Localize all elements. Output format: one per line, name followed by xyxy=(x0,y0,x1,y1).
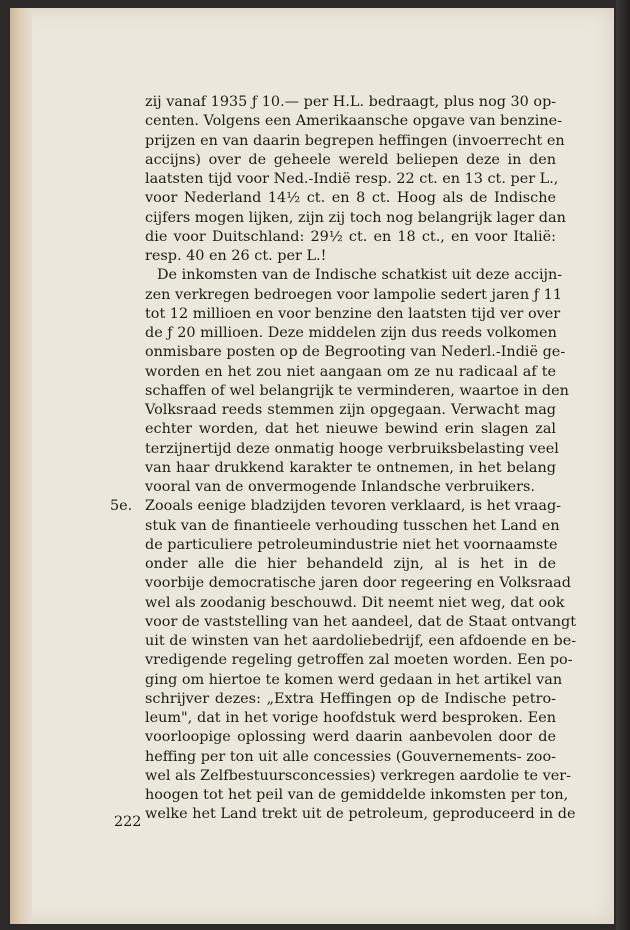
text-line-27: wel als zoodanig beschouwd. Dit neemt niet weg, dat ook xyxy=(145,594,565,611)
text-line-2: centen. Volgens een Amerikaansche opgave van benzine- xyxy=(145,113,562,130)
text-line-28: voor de vaststelling van het aandeel, dat de Staat ontvangt xyxy=(145,613,577,630)
text-line-16: schaffen of wel belangrijk te verminderen, waartoe in den xyxy=(145,382,569,399)
text-line-37: hoogen tot het peil van de gemiddelde inkomsten per ton, xyxy=(145,787,569,803)
text-line-21: vooral van de onvermogende Inlandsche verbruikers. xyxy=(145,479,535,495)
text-line-6: voor Nederland 14½ ct. en 8 ct. Hoog als de Indische xyxy=(145,190,556,207)
text-line-14: onmisbare posten op de Begrooting van Nederl.-Indië ge- xyxy=(145,344,566,361)
text-line-7: cijfers mogen lijken, zijn zij toch nog belangrijk lager dan xyxy=(145,209,566,226)
text-line-19: terzijnertijd deze onmatig hooge verbruiksbelasting veel xyxy=(145,440,559,457)
text-line-13: de ƒ 20 millioen. Deze middelen zijn dus reeds volkomen xyxy=(145,325,557,341)
text-line-36: wel als Zelfbestuursconcessies) verkregen aardolie te ver- xyxy=(145,767,572,784)
text-line-29: uit de winsten van het aardoliebedrijf, een afdoende en be- xyxy=(145,633,577,649)
text-line-31: ging om hiertoe te komen werd gedaan in het artikel van xyxy=(145,671,563,688)
book-spine xyxy=(616,0,630,930)
text-line-22 xyxy=(110,497,562,516)
text-line-38: welke het Land trekt uit de petroleum, geproduceerd in de xyxy=(145,806,576,823)
text-line-4: accijns) over de geheele wereld beliepen deze in den xyxy=(145,151,556,168)
text-line-3: prijzen en van daarin begrepen heffingen (invoerrecht en xyxy=(145,132,565,149)
text-line-35: heffing per ton uit alle concessies (Gouvernements- zoo- xyxy=(145,748,556,765)
text-line-20: van haar drukkend karakter te ontnemen, in het belang xyxy=(145,459,556,476)
text-line-9: resp. 40 en 26 ct. per L.! xyxy=(145,248,327,264)
text-line-1: zij vanaf 1935 ƒ 10.— per H.L. bedraagt, plus nog 30 op- xyxy=(145,94,557,110)
text-line-24: de particuliere petroleumindustrie niet het voornaamste xyxy=(145,536,558,553)
text-line-11: zen verkregen bedroegen voor lampolie sedert jaren ƒ 11 xyxy=(145,286,562,303)
text-line-33: leum", dat in het vorige hoofdstuk werd besproken. Een xyxy=(145,710,556,726)
section-marker: 5e. xyxy=(110,498,133,515)
text-line-23: stuk van de finantieele verhouding tusschen het Land en xyxy=(145,517,560,534)
text-line-26: voorbije democratische jaren door regeering en Volksraad xyxy=(145,575,571,592)
text-line-17: Volksraad reeds stemmen zijn opgegaan. Verwacht mag xyxy=(145,402,556,418)
text-line-30: vredigende regeling getroffen zal moeten worden. Een po- xyxy=(145,652,573,669)
text-line-10: De inkomsten van de Indische schatkist uit deze accijn- xyxy=(157,267,563,284)
text-line-5: laatsten tijd voor Ned.-Indië resp. 22 ct. en 13 ct. per L., xyxy=(145,171,559,187)
page-gutter-shadow xyxy=(10,8,32,924)
text-line-8: die voor Duitschland: 29½ ct. en 18 ct., en voor Italië: xyxy=(145,228,556,245)
text-line-22-content: Zooals eenige bladzijden tevoren verklaard, is het vraag- xyxy=(145,498,562,515)
text-line-15: worden en het zou niet aangaan om ze nu radicaal af te xyxy=(145,363,556,380)
text-line-32: schrijver dezes: „Extra Heffingen op de Indische petro- xyxy=(145,690,556,707)
text-line-34: voorloopige oplossing werd daarin aanbevolen door de xyxy=(145,729,556,746)
page-number: 222 xyxy=(114,814,142,830)
text-line-25: onder alle die hier behandeld zijn, al is het in de xyxy=(145,556,556,572)
text-line-18: echter worden, dat het nieuwe bewind erin slagen zal xyxy=(145,421,556,438)
body-text xyxy=(110,93,577,825)
text-line-12: tot 12 millioen en voor benzine den laatsten tijd ver over xyxy=(145,305,561,322)
